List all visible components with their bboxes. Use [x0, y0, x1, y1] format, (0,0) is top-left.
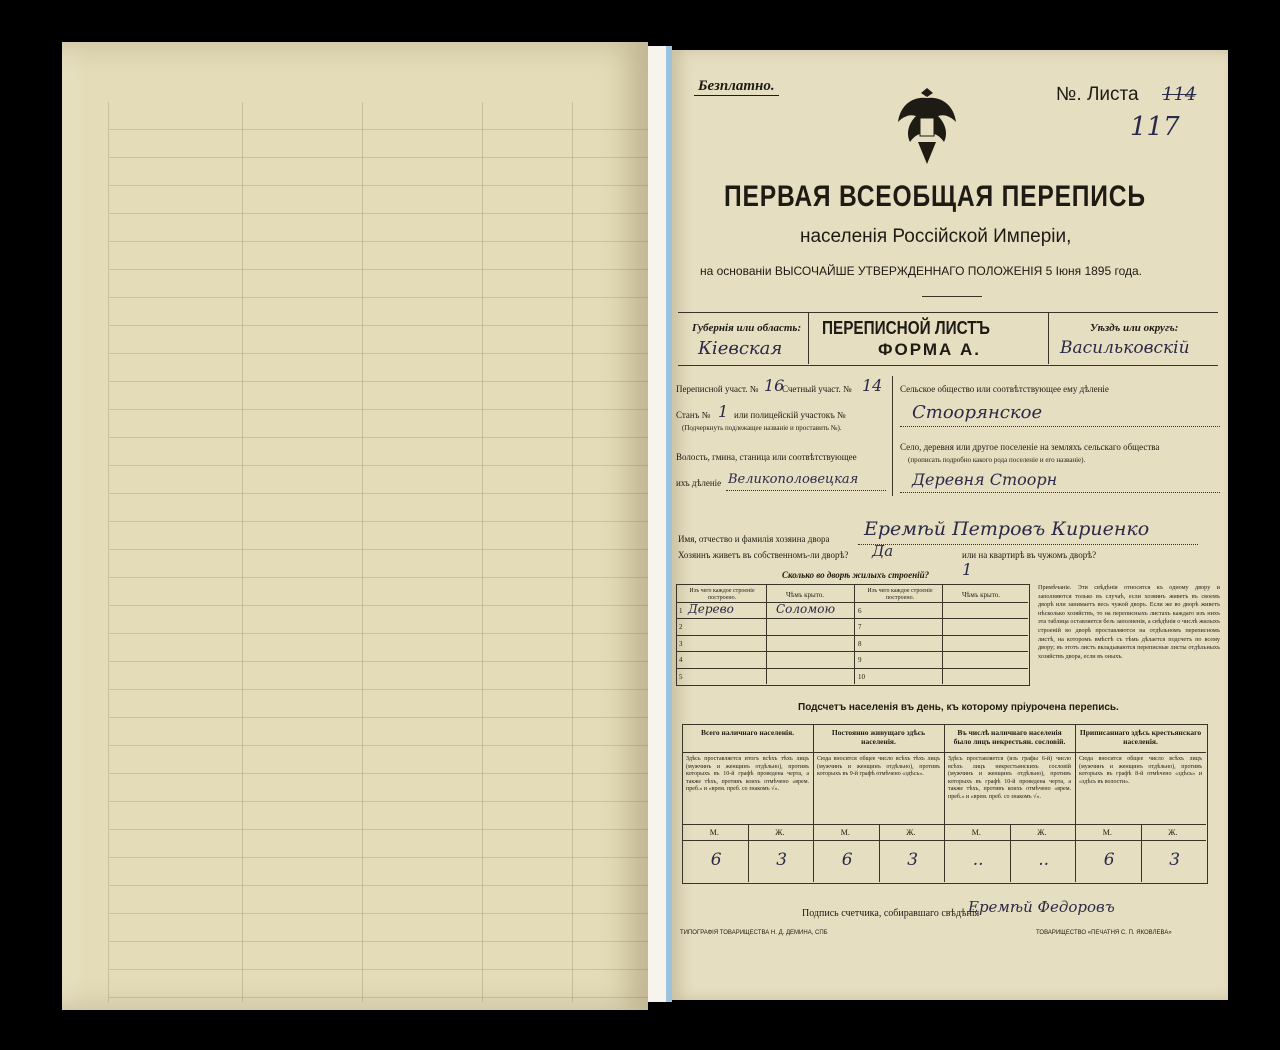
divider: [1048, 312, 1049, 364]
count-column-header: Постоянно живущаго здѣсь населенія.: [831, 728, 926, 746]
building-row-number: 4: [679, 656, 683, 665]
legal-basis: на основаніи ВЫСОЧАЙШЕ УТВЕРЖДЕННАГО ПОЛОЖЕНІЯ 5 Іюня 1895 года.: [700, 264, 1143, 278]
count-district-value: 14: [862, 376, 883, 395]
volost-label-2: ихъ дѣленіе: [676, 478, 722, 488]
volost-value: Великополовецкая: [728, 472, 859, 487]
male-label: М.: [1102, 828, 1112, 837]
count-column-desc: Здѣсь проставляется (изъ графы 6-й) число всѣхъ лицъ некрестьянскихъ сословій (мужчинъ и женщинъ отдѣльно), противъ которыхъ въ графѣ 10-й проведена черта, а также тѣхъ, противъ коихъ отмѣчено «врем. преб.» и «врем. преб. со знакомъ √».: [948, 756, 1071, 800]
signature-value: Еремѣй Федоровъ: [968, 898, 1115, 916]
female-label: Ж.: [1168, 828, 1178, 837]
male-label: М.: [840, 828, 850, 837]
fill-line: [900, 492, 1220, 493]
bleed-through-line: [362, 102, 363, 1002]
count-column-desc: Сюда вносится общее число всѣхъ тѣхъ лицъ (мужчинъ и женщинъ отдѣльно), противъ которыхъ въ 9-й графѣ отмѣчено «здѣсь».: [817, 756, 940, 778]
count-district-label: Счетный участ. №: [782, 384, 852, 394]
census-district-label: Переписной участ. №: [676, 384, 759, 394]
owner-value: Еремѣй Петровъ Кириенко: [864, 518, 1150, 540]
sheet-title: ПЕРЕПИСНОЙ ЛИСТЪ: [822, 318, 990, 338]
divider: [676, 668, 854, 669]
female-label: Ж.: [775, 828, 785, 837]
male-label: М.: [971, 828, 981, 837]
count-column-desc: Здѣсь проставляется итогъ всѣхъ тѣхъ лицъ (мужчинъ и женщинъ отдѣльно), противъ которыхъ въ 10-й графѣ проведена черта, а также тѣхъ, противъ коихъ отмѣчено «врем. преб.» и «врем. преб. со знакомъ √».: [686, 756, 809, 793]
buildings-col-material: Изъ чего каждое строеніе построено.: [689, 588, 755, 601]
divider: [676, 618, 854, 619]
building-row-number: 5: [679, 672, 683, 681]
sheet-no-label: №. Листа: [1056, 84, 1139, 105]
divider: [808, 312, 809, 364]
building-row-number: 6: [858, 607, 862, 615]
bleed-through-line: [482, 102, 483, 1002]
own-yard-value: Да: [872, 542, 894, 560]
building-row-number: 1: [679, 607, 683, 615]
census-district-value: 16: [764, 376, 785, 395]
buildings-value: 1: [962, 560, 973, 579]
divider: [944, 724, 945, 882]
footer-printer-right: ТОВАРИЩЕСТВО «ПЕЧАТНЯ С. П. ЯКОВЛЕВА»: [1036, 930, 1172, 936]
population-count-table: [682, 724, 1208, 884]
police-label: или полицейскій участокъ №: [734, 410, 846, 420]
divider: [854, 618, 1028, 619]
building-row-number: 2: [679, 623, 683, 632]
village-value: Деревня Стоорн: [912, 470, 1058, 489]
stan-value: 1: [718, 402, 729, 421]
divider: [813, 724, 814, 882]
census-form-page: [672, 50, 1228, 1000]
fill-line: [900, 426, 1220, 427]
building-row-number: 10: [858, 672, 865, 681]
male-count-value: ..: [972, 850, 984, 870]
stan-label: Станъ №: [676, 410, 711, 420]
district-label: Уѣздъ или округъ:: [1090, 322, 1179, 334]
female-count-value: 3: [907, 850, 919, 870]
page-subtitle: населенія Россійской Имперіи,: [800, 226, 1072, 247]
divider: [892, 376, 893, 496]
buildings-col-roof: Чѣмъ крыто.: [962, 591, 1000, 599]
divider: [1075, 724, 1076, 882]
free-label: Безплатно.: [694, 78, 779, 96]
divider: [854, 651, 1028, 652]
fill-line: [726, 490, 886, 491]
society-value: Стоорянское: [912, 402, 1043, 423]
divider: [879, 824, 880, 882]
own-yard-label: Хозяинъ живетъ въ собственномъ-ли дворѣ?: [678, 550, 849, 560]
fill-line: [858, 544, 1198, 545]
count-column-header: Въ числѣ наличнаго населенія было лицъ некрестьян. сословій.: [953, 728, 1066, 746]
divider: [676, 635, 854, 636]
divider: [1010, 824, 1011, 882]
sheet-no-handwritten: 117: [1130, 112, 1180, 142]
village-note: (прописать подробно какого рода поселеніе и его названіе).: [908, 456, 1086, 464]
rented-label: или на квартирѣ въ чужомъ дворѣ?: [962, 550, 1097, 560]
province-value: Кіевская: [698, 338, 783, 359]
building-row-number: 9: [858, 656, 862, 665]
form-label: ФОРМА А.: [878, 340, 982, 359]
male-count-value: 6: [710, 850, 722, 870]
female-label: Ж.: [906, 828, 916, 837]
table-note: Примѣчаніе. Эти свѣдѣнія относятся къ одному двору и заполняются только въ случаѣ, если хозяинъ живетъ въ своемъ дворѣ или занимаетъ весь чужой дворъ. Если же во дворѣ живетъ нѣсколько хозяйствъ, то на переписныхъ листахъ каждаго изъ нихъ эта таблица оставляется безъ заполненія, а свѣдѣнія о числѣ жилыхъ строеній во дворѣ проставляются на отдѣльномъ переписномъ листѣ, на которомъ вмѣстѣ съ тѣмъ дѣлается подсчетъ по всему двору; въ этотъ листъ вкладываются переписные листы отдѣльныхъ хозяйствъ двора, если въ оныхъ.: [1038, 584, 1220, 660]
count-column-header: Всего наличнаго населенія.: [700, 728, 795, 737]
building-row-number: 8: [858, 639, 862, 648]
male-label: М.: [709, 828, 719, 837]
buildings-col-roof: Чѣмъ крыто.: [786, 591, 824, 599]
footer-printer-left: ТИПОГРАФІЯ ТОВАРИЩЕСТВА Н. Д. ДЕМИНА, СПБ: [680, 930, 828, 936]
divider: [1141, 824, 1142, 882]
signature-label: Подпись счетчика, собиравшаго свѣдѣнія: [802, 908, 980, 919]
divider: [676, 651, 854, 652]
count-title: Подсчетъ населенія въ день, къ которому пріурочена перепись.: [798, 702, 1119, 713]
stan-note: (Подчеркнуть подлежащее названіе и проставить №).: [682, 424, 842, 432]
buildings-col-material: Изъ чего каждое строеніе построено.: [867, 588, 933, 601]
district-value: Васильковскій: [1060, 338, 1190, 358]
sheet-no-struck: 114: [1162, 84, 1197, 105]
female-count-value: 3: [776, 850, 788, 870]
count-column-header: Приписаннаго здѣсь крестьянскаго населенія.: [1079, 728, 1202, 746]
divider: [922, 296, 982, 297]
female-label: Ж.: [1037, 828, 1047, 837]
building-roof-value: Соломою: [776, 602, 836, 616]
divider: [854, 635, 1028, 636]
imperial-eagle-emblem: [894, 80, 960, 172]
owner-label: Имя, отчество и фамилія хозяина двора: [678, 534, 830, 544]
count-column-desc: Сюда вносится общее число всѣхъ лицъ (мужчинъ и женщинъ отдѣльно), противъ которыхъ въ графѣ 8-й отмѣчено «здѣсь» и «здѣсь въ волости».: [1079, 756, 1202, 785]
male-count-value: 6: [1103, 850, 1115, 870]
female-count-value: ..: [1038, 850, 1050, 870]
left-page: [62, 42, 648, 1010]
buildings-label: Сколько во дворѣ жилыхъ строеній?: [782, 570, 930, 580]
male-count-value: 6: [841, 850, 853, 870]
village-label: Село, деревня или другое поселеніе на земляхъ сельскаго общества: [900, 442, 1160, 452]
province-label: Губернія или область:: [692, 322, 802, 334]
building-row-number: 7: [858, 623, 862, 632]
page-title: ПЕРВАЯ ВСЕОБЩАЯ ПЕРЕПИСЬ: [724, 180, 1146, 213]
building-row-number: 3: [679, 639, 683, 648]
divider: [854, 668, 1028, 669]
bleed-through-grid: [108, 102, 649, 1002]
divider: [748, 824, 749, 882]
building-material-value: Дерево: [688, 602, 734, 616]
society-label: Сельское общество или соотвѣтствующее ему дѣленіе: [900, 384, 1109, 394]
bleed-through-line: [572, 102, 573, 1002]
female-count-value: 3: [1169, 850, 1181, 870]
bleed-through-line: [242, 102, 243, 1002]
volost-label: Волость, гмина, станица или соотвѣтствующее: [676, 452, 857, 462]
